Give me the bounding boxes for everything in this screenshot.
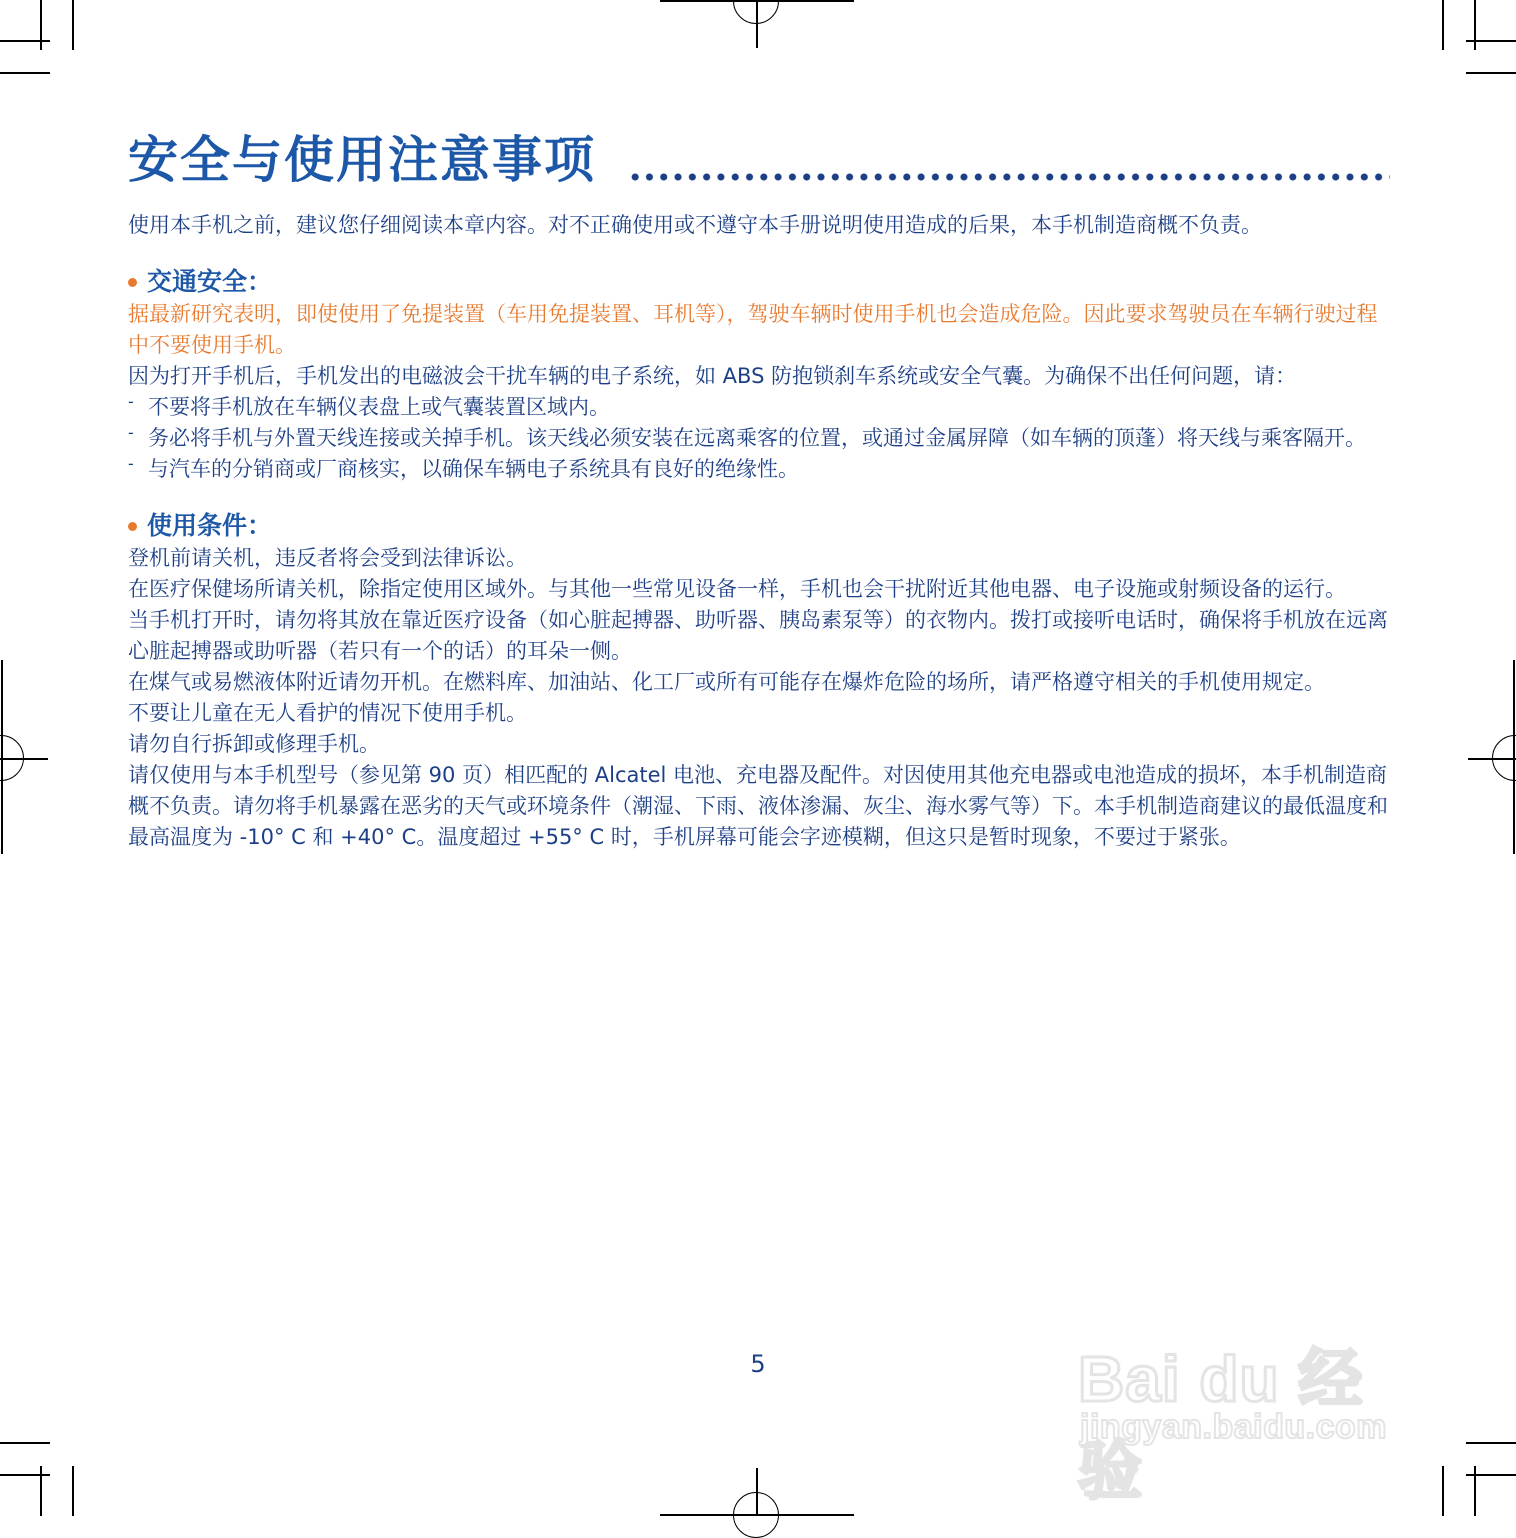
section-heading-conditions [128, 509, 1390, 543]
traffic-body: 因为打开手机后，手机发出的电磁波会干扰车辆的电子系统，如 ABS 防抱锁刹车系统或安全气囊。为确保不出任何问题，请： [128, 364, 1297, 388]
crop-mark [40, 1466, 42, 1516]
list-item [128, 392, 1390, 423]
bullet-icon [128, 278, 137, 287]
traffic-warning: 据最新研究表明，即使使用了免提装置（车用免提装置、耳机等），驾驶车辆时使用手机也会造成危险。因此要求驾驶员在车辆行驶过程中不要使用手机。 [128, 302, 1378, 357]
list-item-text: 与汽车的分销商或厂商核实，以确保车辆电子系统具有良好的绝缘性。 [148, 457, 799, 481]
watermark [1078, 1290, 1428, 1507]
conditions-paragraph: 当手机打开时，请勿将其放在靠近医疗设备（如心脏起搏器、助听器、胰岛素泵等）的衣物内。拨打或接听电话时，确保将手机放在远离心脏起搏器或助听器（若只有一个的话）的耳朵一侧。 [128, 608, 1388, 663]
crop-mark [1474, 0, 1476, 50]
section-heading-traffic [128, 265, 1390, 299]
bullet-icon [128, 522, 137, 531]
page-title: 安全与使用注意事项 [128, 131, 596, 189]
page-content [128, 112, 1390, 853]
conditions-paragraph: 在煤气或易燃液体附近请勿开机。在燃料库、加油站、化工厂或所有可能存在爆炸危险的场所，请严格遵守相关的手机使用规定。 [128, 670, 1325, 694]
title-dot-leader [628, 172, 1390, 182]
section-heading-text: 使用条件： [147, 511, 273, 540]
registration-mark [1492, 735, 1516, 781]
crop-mark [72, 1466, 74, 1516]
list-item [128, 423, 1390, 454]
crop-mark [1466, 1442, 1516, 1444]
list-item-text: 务必将手机与外置天线连接或关掉手机。该天线必须安装在远离乘客的位置，或通过金属屏障（如车辆的顶蓬）将天线与乘客隔开。 [148, 426, 1366, 450]
conditions-paragraph: 请仅使用与本手机型号（参见第 90 页）相匹配的 Alcatel 电池、充电器及配件。对因使用其他充电器或电池造成的损坏，本手机制造商概不负责。请勿将手机暴露在恶劣的天气或环境条件（潮湿、下雨、液体渗漏、灰尘、海水雾气等）下。本手机制造商建议的最低温度和最高温度为 -10° C 和 +40° C。温度超过 +55° C 时，手机屏幕可能会字迹模糊，但这只是暂时现象，不要过于紧张。 [128, 763, 1388, 849]
crop-mark [1474, 1466, 1476, 1516]
registration-mark [733, 1492, 779, 1538]
crop-mark [1466, 72, 1516, 74]
crop-mark [1442, 0, 1444, 50]
watermark-logo: Bai du 经验 [1078, 1343, 1364, 1507]
crop-mark [40, 0, 42, 50]
crop-mark [72, 0, 74, 50]
registration-mark [0, 735, 24, 781]
crop-mark [0, 1474, 50, 1476]
page-number: 5 [750, 1350, 766, 1378]
conditions-paragraph: 不要让儿童在无人看护的情况下使用手机。 [128, 701, 527, 725]
crop-mark [0, 40, 50, 42]
conditions-paragraph: 请勿自行拆卸或修理手机。 [128, 732, 380, 756]
title-row [128, 112, 1390, 192]
dash-icon: - [128, 454, 134, 473]
conditions-paragraph: 在医疗保健场所请关机，除指定使用区域外。与其他一些常见设备一样，手机也会干扰附近其他电器、电子设施或射频设备的运行。 [128, 577, 1346, 601]
crop-mark [1442, 1466, 1444, 1516]
watermark-url: jingyan.baidu.com [1080, 1408, 1387, 1446]
list-item-text: 不要将手机放在车辆仪表盘上或气囊装置区域内。 [148, 395, 610, 419]
crop-mark [0, 1442, 50, 1444]
intro-paragraph: 使用本手机之前，建议您仔细阅读本章内容。对不正确使用或不遵守本手册说明使用造成的后果，本手机制造商概不负责。 [128, 213, 1262, 237]
dash-icon: - [128, 423, 134, 442]
crop-mark [0, 72, 50, 74]
section-heading-text: 交通安全： [147, 267, 273, 296]
dash-icon: - [128, 392, 134, 411]
registration-mark [733, 0, 779, 24]
conditions-paragraph: 登机前请关机，违反者将会受到法律诉讼。 [128, 546, 527, 570]
list-item [128, 454, 1390, 485]
